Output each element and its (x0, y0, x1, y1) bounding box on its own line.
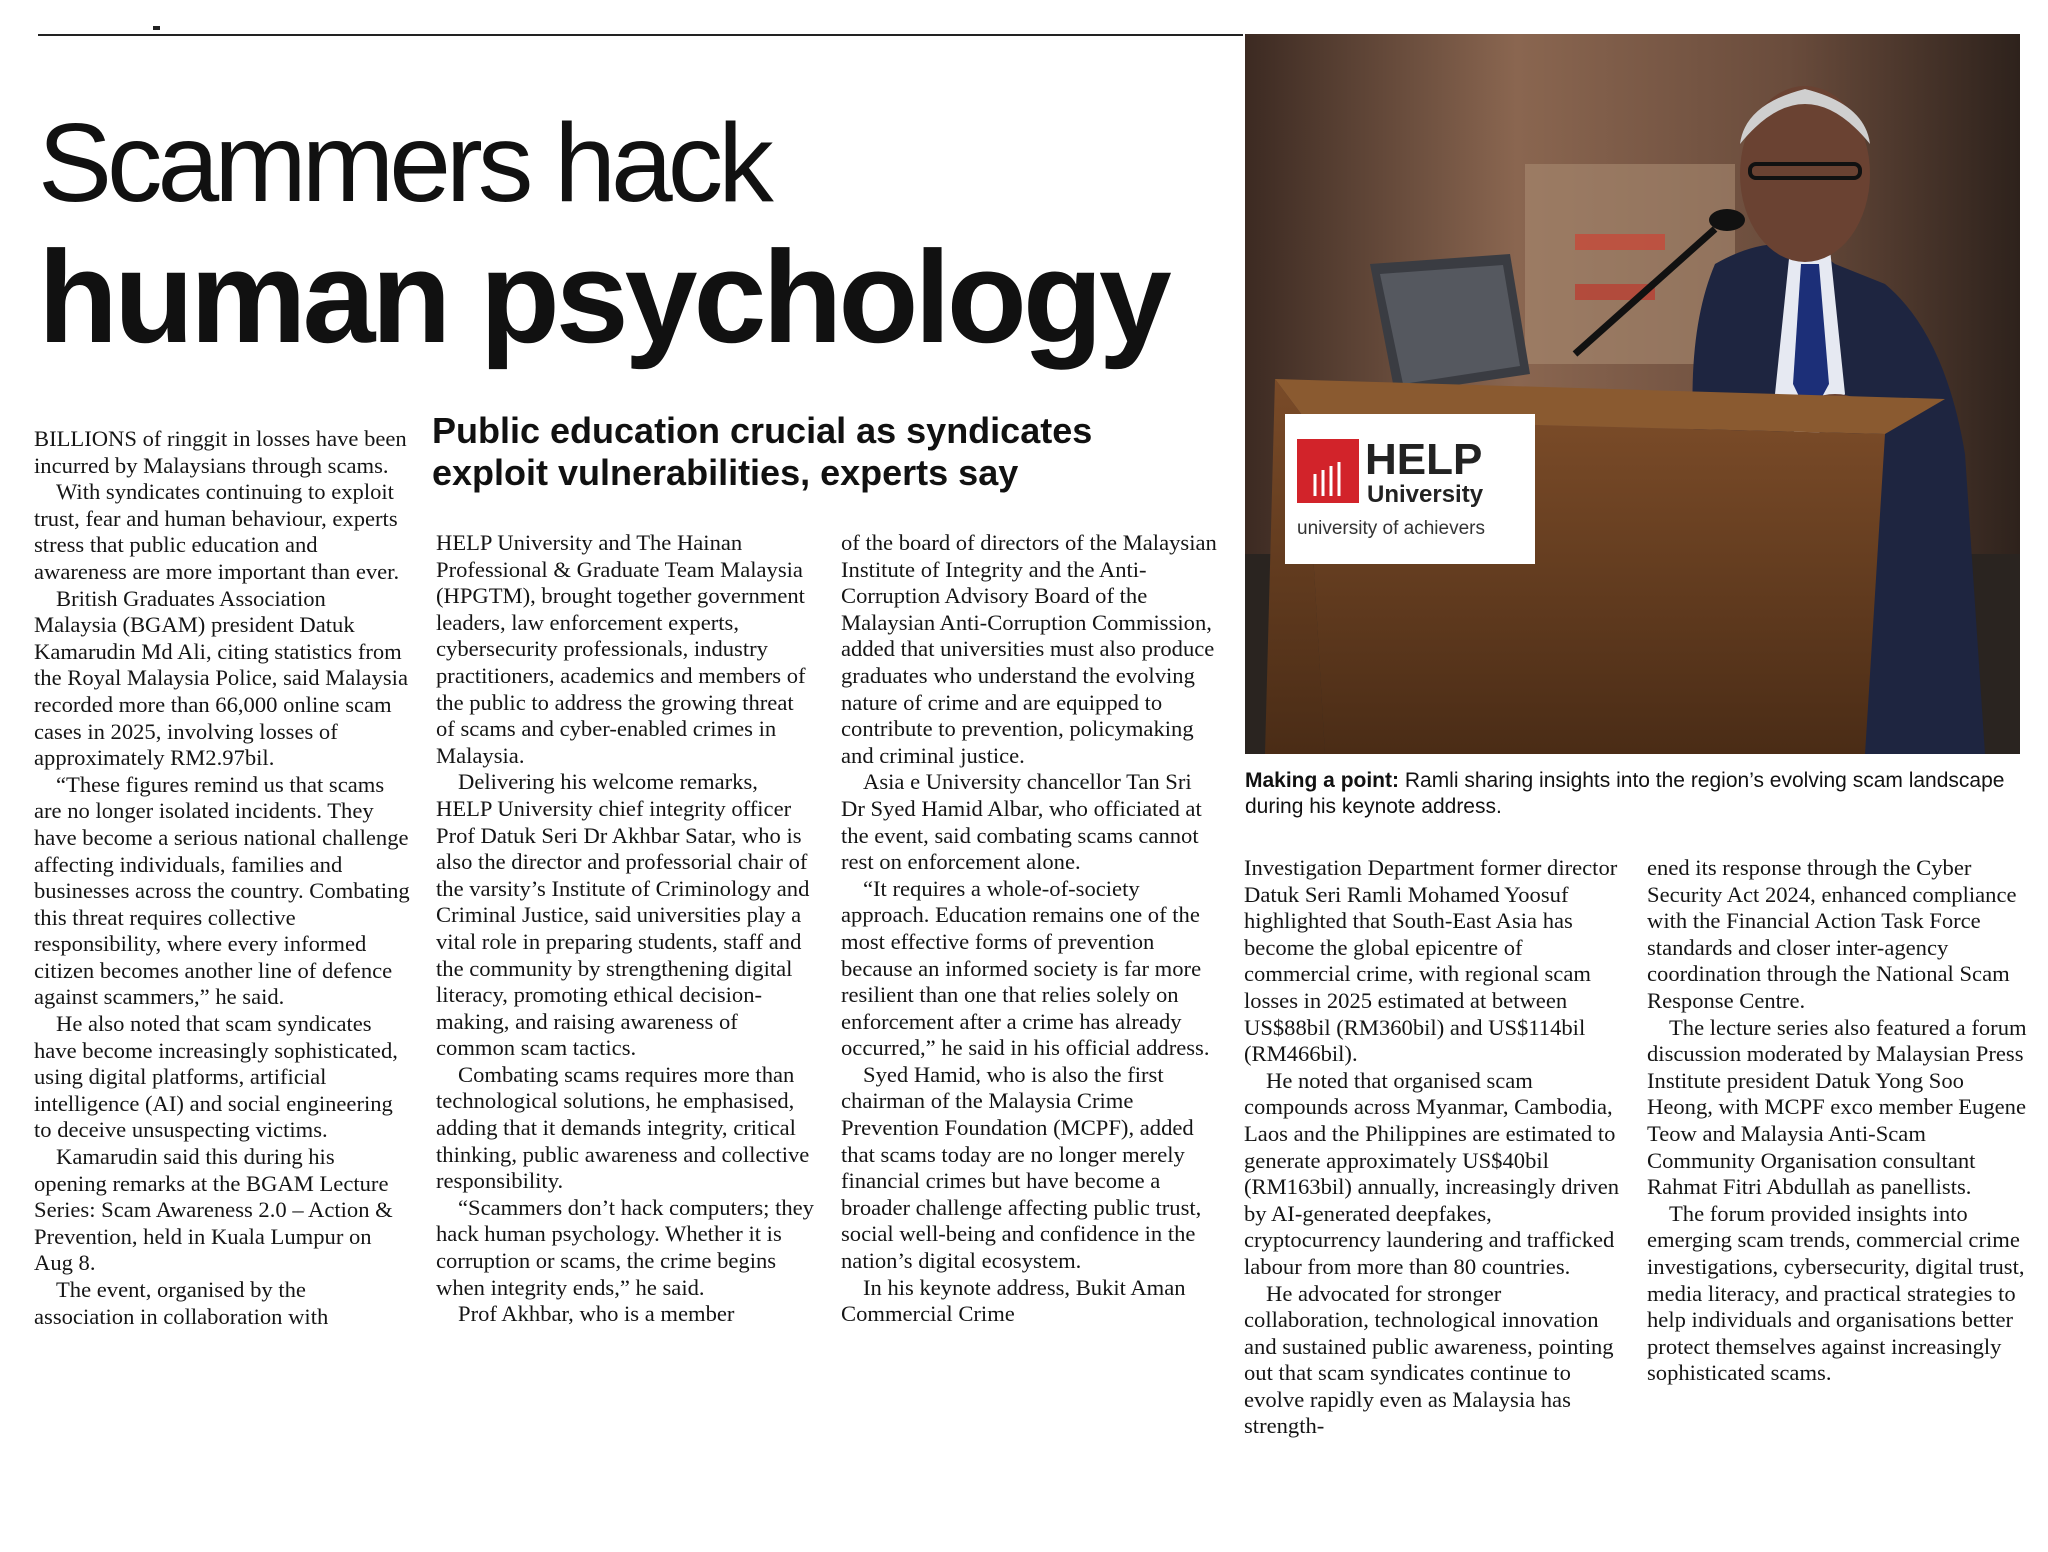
paragraph: He noted that organised scam compounds across Myanmar, Cambodia, Laos and the Philippines are estimated to generate approximately US$40bil (RM163bil) annually, increasingly driven by AI-generated deepfakes, cryptocurrency laundering and trafficked labour from more than 80 countries. (1244, 1067, 1620, 1279)
paragraph: He advocated for stronger collaboration, technological innovation and sustained public awareness, pointing out that scam syndicates continue to evolve rapidly even as Malaysia has strength- (1244, 1280, 1614, 1439)
headline (38, 101, 1238, 370)
paragraph: Investigation Department former director Datuk Seri Ramli Mohamed Yoosuf highlighted that South-East Asia has become the global epicentre of commercial crime, with regional scam losses in 2025 estimated at between US$88bil (RM360bil) and US$114bil (RM466bil). (1244, 855, 1618, 1067)
paragraph: The forum provided insights into emerging scam trends, commercial crime investigations, cybersecurity, digital trust, media literacy, and practical strategies to help individuals and organisations better protect themselves against increasingly sophisticated scams. (1647, 1200, 2025, 1386)
paragraph: BILLIONS of ringgit in losses have been incurred by Malaysians through scams. (34, 426, 407, 478)
article-column-1 (34, 426, 410, 1330)
top-rule-tick (153, 26, 160, 30)
subheadline: Public education crucial as syndicates exploit vulnerabilities, experts say (432, 410, 1093, 493)
headline-line-1: Scammers hack (38, 101, 769, 225)
paragraph: Asia e University chancellor Tan Sri Dr Syed Hamid Albar, who officiated at the event, said combating scams cannot rest on enforcement alone. (841, 769, 1202, 875)
paragraph: HELP University and The Hainan Professional & Graduate Team Malaysia (HPGTM), brought together government leaders, law enforcement experts, cybersecurity professionals, industry practitioners, academics and members of the public to address the growing threat of scams and cyber-enabled crimes in Malaysia. (436, 530, 806, 768)
headline-line-2: human psychology (38, 223, 1168, 370)
sign-brand-text: HELP (1365, 435, 1483, 484)
paragraph: “Scammers don’t hack computers; they hack human psychology. Whether it is corruption or scams, the crime begins when integrity ends,” he said. (436, 1194, 814, 1300)
paragraph: He also noted that scam syndicates have become increasingly sophisticated, using digital platforms, artificial intelligence (AI) and social engineering to deceive unsuspecting victims. (34, 1011, 398, 1143)
sign-tagline-text: university of achievers (1297, 518, 1485, 539)
article-column-5 (1647, 855, 2027, 1387)
paragraph: of the board of directors of the Malaysian Institute of Integrity and the Anti-Corruption Advisory Board of the Malaysian Anti-Corruption Commission, added that universities must also produce graduates who understand the evolving nature of crime and are equipped to contribute to prevention, policymaking and criminal justice. (841, 530, 1217, 768)
top-rule (38, 34, 1243, 36)
paragraph: “These figures remind us that scams are no longer isolated incidents. They have become a serious national challenge affecting individuals, families and businesses across the country. Combating this threat requires collective responsibility, where every informed citizen becomes another line of defence against scammers,” he said. (34, 771, 410, 1010)
photo-caption (1245, 768, 2025, 820)
paragraph: With syndicates continuing to exploit trust, fear and human behaviour, experts stress that public education and awareness are more important than ever. (34, 479, 400, 584)
paragraph: Syed Hamid, who is also the first chairman of the Malaysia Crime Prevention Foundation (MCPF), added that scams today are no longer merely financial crimes but have become a broader challenge affecting public trust, social well-being and confidence in the nation’s digital ecosystem. (841, 1061, 1202, 1274)
sign-name-text: University (1367, 481, 1484, 508)
paragraph: ened its response through the Cyber Security Act 2024, enhanced compliance with the Financial Action Task Force standards and closer inter-agency coordination through the National Scam Response Centre. (1647, 855, 2017, 1013)
caption-text: Ramli sharing insights into the region’s evolving scam landscape during his keynote address. (1245, 769, 2005, 818)
article-column-2 (436, 530, 816, 1328)
article-column-3 (841, 530, 1221, 1328)
paragraph: In his keynote address, Bukit Aman Commercial Crime (841, 1274, 1186, 1327)
paragraph: The event, organised by the association in collaboration with (34, 1277, 329, 1329)
caption-lead: Making a point: (1245, 769, 1399, 792)
paragraph: Kamarudin said this during his opening remarks at the BGAM Lecture Series: Scam Awareness 2.0 – Action & Prevention, held in Kuala Lumpur on Aug 8. (34, 1144, 393, 1276)
paragraph: Delivering his welcome remarks, HELP University chief integrity officer Prof Datuk Seri Dr Akhbar Satar, who is also the director and professorial chair of the varsity’s Institute of Criminology and Criminal Justice, said universities play a vital role in preparing students, staff and the community by strengthening digital literacy, promoting ethical decision-making, and raising awareness of common scam tactics. (436, 769, 810, 1061)
paragraph: British Graduates Association Malaysia (BGAM) president Datuk Kamarudin Md Ali, citing statistics from the Royal Malaysia Police, said Malaysia recorded more than 66,000 online scam cases in 2025, involving losses of approximately RM2.97bil. (34, 585, 408, 771)
article-column-4 (1244, 855, 1624, 1440)
paragraph: The lecture series also featured a forum discussion moderated by Malaysian Press Institute president Datuk Yong Soo Heong, with MCPF exco member Eugene Teow and Malaysia Anti-Scam Community Organisation consultant Rahmat Fitri Abdullah as panellists. (1647, 1014, 2027, 1200)
paragraph: Combating scams requires more than technological solutions, he emphasised, adding that it demands integrity, critical thinking, public awareness and collective responsibility. (436, 1061, 810, 1194)
article-photo (1245, 34, 2020, 754)
paragraph: “It requires a whole-of-society approach. Education remains one of the most effective forms of prevention because an informed society is far more resilient than one that relies solely on enforcement after a crime has already occurred,” he said in his official address. (841, 875, 1210, 1061)
paragraph: Prof Akhbar, who is a member (458, 1301, 735, 1327)
